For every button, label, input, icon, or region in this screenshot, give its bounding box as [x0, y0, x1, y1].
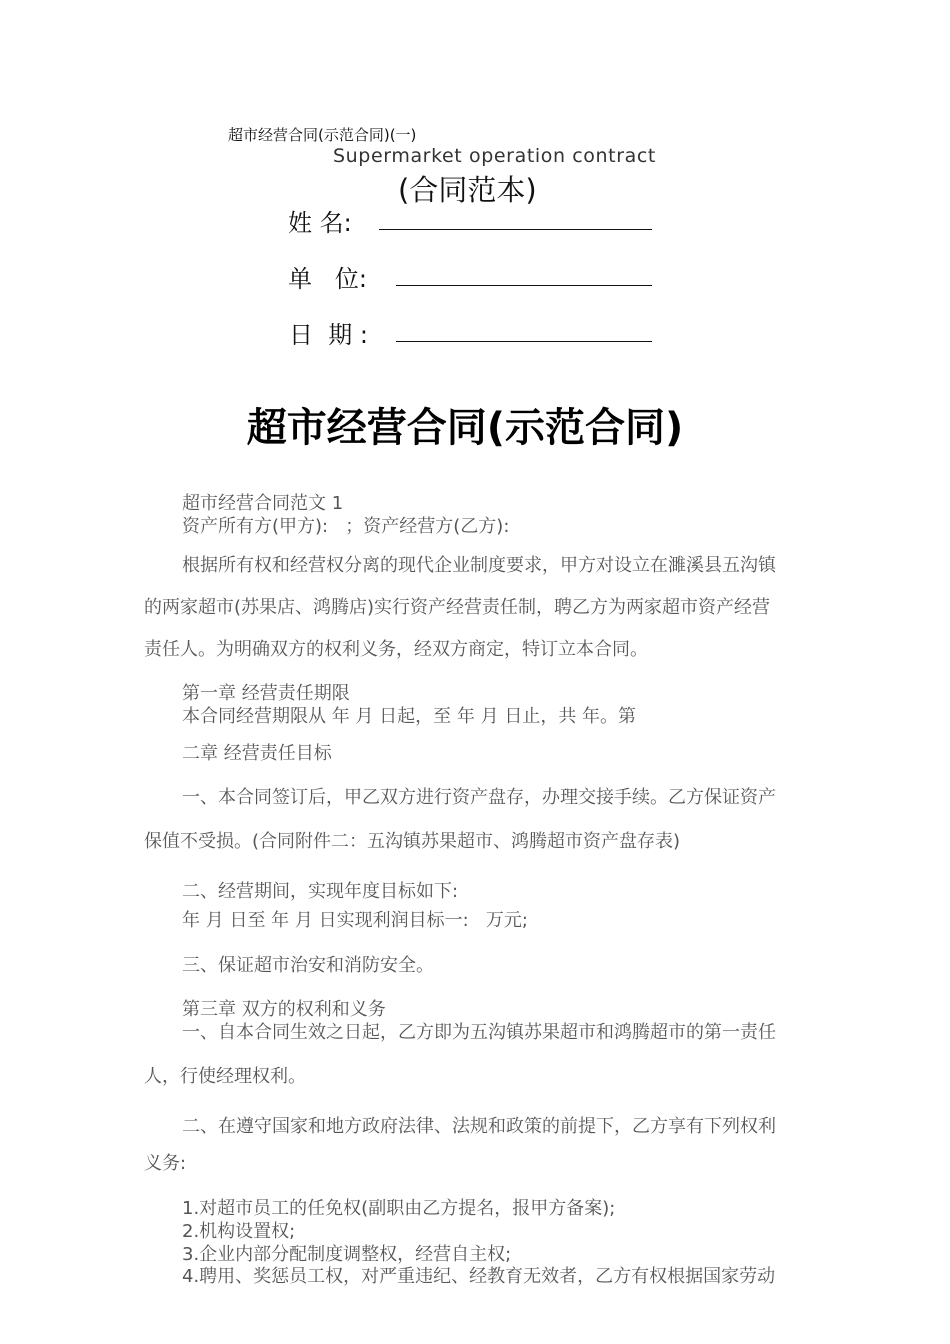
- english-title: Supermarket operation contract: [333, 145, 656, 167]
- body-line: 一、自本合同生效之日起，乙方即为五沟镇苏果超市和鸿腾超市的第一责任: [182, 1022, 776, 1043]
- body-line: 保值不受损。(合同附件二：五沟镇苏果超市、鸿腾超市资产盘存表): [144, 831, 681, 852]
- body-line: 一、本合同签订后，甲乙双方进行资产盘存，办理交接手续。乙方保证资产: [182, 787, 776, 808]
- date-field-line: [396, 341, 652, 342]
- body-line: 第三章 双方的权利和义务: [182, 999, 386, 1020]
- body-line: 根据所有权和经营权分离的现代企业制度要求，甲方对设立在濉溪县五沟镇: [182, 555, 776, 576]
- body-line: 2.机构设置权;: [182, 1221, 296, 1242]
- body-line: 年 月 日至 年 月 日实现利润目标一: 万元;: [182, 910, 528, 931]
- body-line: 责任人。为明确双方的权利义务，经双方商定，特订立本合同。: [144, 639, 648, 660]
- body-line: 的两家超市(苏果店、鸿腾店)实行资产经营责任制，聘乙方为两家超市资产经营: [144, 597, 771, 618]
- unit-field-line: [396, 285, 652, 286]
- body-line: 资产所有方(甲方): ；资产经营方(乙方):: [182, 516, 510, 537]
- document-type: (合同范本): [398, 173, 537, 207]
- body-line: 义务:: [144, 1153, 187, 1174]
- main-title: 超市经营合同(示范合同): [246, 405, 684, 451]
- body-line: 二、经营期间，实现年度目标如下:: [182, 881, 459, 902]
- top-note: 超市经营合同(示范合同)(一): [228, 126, 417, 144]
- unit-field-label: 单 位:: [288, 265, 367, 293]
- body-line: 人，行使经理权利。: [144, 1066, 306, 1087]
- body-line: 第一章 经营责任期限: [182, 683, 350, 704]
- body-line: 二章 经营责任目标: [182, 743, 332, 764]
- body-line: 三、保证超市治安和消防安全。: [182, 955, 434, 976]
- body-line: 1.对超市员工的任免权(副职由乙方提名，报甲方备案);: [182, 1198, 616, 1219]
- name-field-line: [379, 229, 652, 230]
- body-line: 二、在遵守国家和地方政府法律、法规和政策的前提下，乙方享有下列权利: [182, 1116, 776, 1137]
- date-field-label: 日 期 :: [289, 321, 368, 349]
- body-line: 4.聘用、奖惩员工权，对严重违纪、经教育无效者，乙方有权根据国家劳动: [182, 1266, 776, 1287]
- body-line: 3.企业内部分配制度调整权，经营自主权;: [182, 1244, 512, 1265]
- body-line: 本合同经营期限从 年 月 日起，至 年 月 日止，共 年。第: [182, 706, 637, 727]
- name-field-label: 姓 名:: [288, 209, 352, 237]
- body-line: 超市经营合同范文 1: [182, 493, 344, 514]
